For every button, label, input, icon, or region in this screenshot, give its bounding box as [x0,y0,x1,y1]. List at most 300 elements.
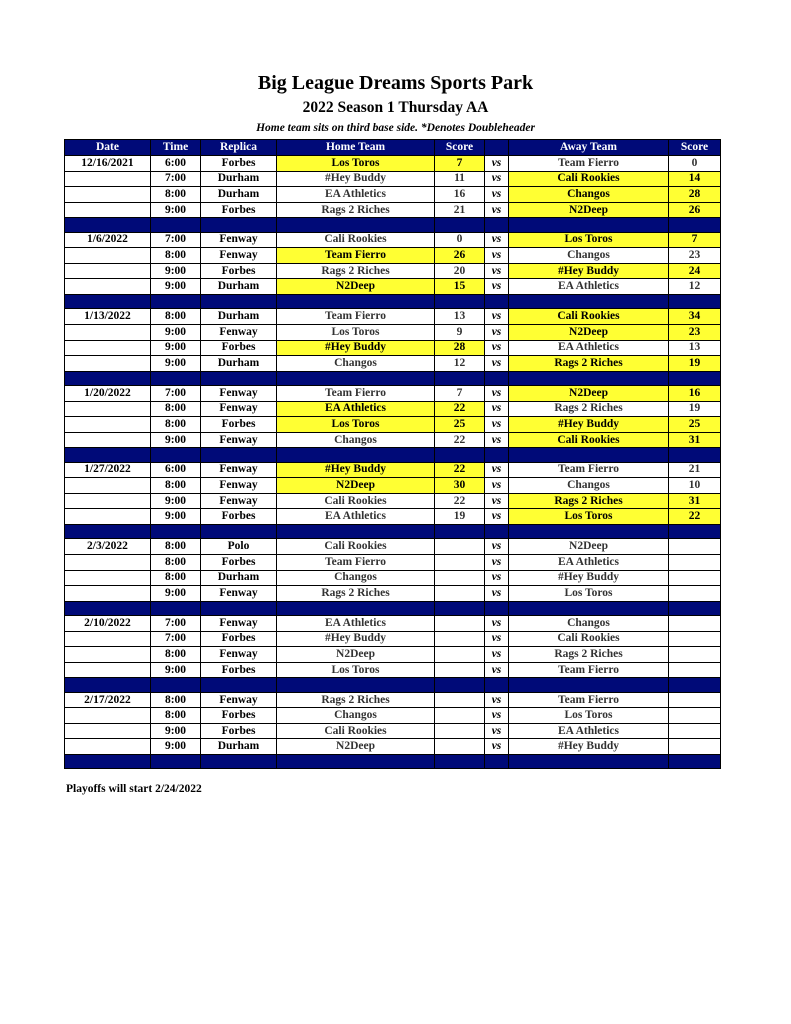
time-cell: 9:00 [151,739,201,755]
away-team-cell: Cali Rookies [509,631,669,647]
home-team-cell: EA Athletics [277,187,435,203]
separator-cell [485,448,509,462]
away-score-cell [669,570,721,586]
replica-cell: Fenway [201,462,277,478]
table-row [65,417,721,433]
away-team-cell: #Hey Buddy [509,417,669,433]
date-cell: 1/6/2022 [65,232,151,248]
date-cell [65,432,151,448]
table-row [65,171,721,187]
separator-cell [277,295,435,309]
time-cell: 9:00 [151,586,201,602]
home-score-cell [435,570,485,586]
col-header-home-score: Score [435,140,485,156]
vs-cell: vs [485,263,509,279]
home-score-cell: 22 [435,432,485,448]
date-cell: 2/17/2022 [65,692,151,708]
replica-cell: Durham [201,570,277,586]
away-team-cell: EA Athletics [509,723,669,739]
home-score-cell [435,662,485,678]
replica-cell: Fenway [201,478,277,494]
date-cell [65,279,151,295]
date-cell [65,171,151,187]
home-score-cell: 30 [435,478,485,494]
away-team-cell: Rags 2 Riches [509,647,669,663]
home-team-cell: Changos [277,570,435,586]
time-cell: 7:00 [151,171,201,187]
replica-cell: Forbes [201,708,277,724]
away-team-cell: EA Athletics [509,279,669,295]
away-score-cell: 23 [669,248,721,264]
home-team-cell: N2Deep [277,478,435,494]
separator-cell [201,218,277,232]
replica-cell: Polo [201,539,277,555]
home-team-cell: Team Fierro [277,248,435,264]
date-cell [65,417,151,433]
separator-cell [65,525,151,539]
separator-cell [65,755,151,769]
away-score-cell [669,708,721,724]
separator-cell [509,525,669,539]
away-score-cell [669,739,721,755]
vs-cell: vs [485,570,509,586]
replica-cell: Forbes [201,340,277,356]
away-team-cell: Changos [509,187,669,203]
table-row [65,631,721,647]
vs-cell: vs [485,202,509,218]
vs-cell: vs [485,509,509,525]
table-row [65,202,721,218]
home-team-cell: Changos [277,432,435,448]
separator-cell [435,601,485,615]
table-row [65,263,721,279]
time-cell: 8:00 [151,248,201,264]
col-header-vs [485,140,509,156]
replica-cell: Fenway [201,248,277,264]
away-team-cell: Los Toros [509,586,669,602]
separator-cell [435,218,485,232]
home-team-cell: Team Fierro [277,386,435,402]
time-cell: 9:00 [151,356,201,372]
home-team-cell: EA Athletics [277,401,435,417]
vs-cell: vs [485,171,509,187]
time-cell: 7:00 [151,232,201,248]
table-row [65,309,721,325]
table-row [65,708,721,724]
vs-cell: vs [485,386,509,402]
home-team-cell: #Hey Buddy [277,171,435,187]
replica-cell: Forbes [201,723,277,739]
separator-cell [669,755,721,769]
away-team-cell: Rags 2 Riches [509,356,669,372]
date-cell [65,586,151,602]
away-score-cell: 34 [669,309,721,325]
week-separator [65,295,721,309]
separator-cell [277,371,435,385]
time-cell: 9:00 [151,263,201,279]
vs-cell: vs [485,539,509,555]
week-separator [65,601,721,615]
home-score-cell: 15 [435,279,485,295]
vs-cell: vs [485,708,509,724]
separator-cell [485,371,509,385]
separator-cell [485,525,509,539]
time-cell: 7:00 [151,616,201,632]
week-separator [65,678,721,692]
separator-cell [151,448,201,462]
table-row [65,401,721,417]
away-team-cell: Changos [509,616,669,632]
separator-cell [509,448,669,462]
table-row [65,156,721,172]
date-cell [65,493,151,509]
col-header-time: Time [151,140,201,156]
away-score-cell: 12 [669,279,721,295]
time-cell: 9:00 [151,279,201,295]
time-cell: 8:00 [151,647,201,663]
separator-cell [201,601,277,615]
away-score-cell [669,662,721,678]
separator-cell [151,218,201,232]
replica-cell: Durham [201,739,277,755]
home-score-cell [435,631,485,647]
away-score-cell [669,647,721,663]
vs-cell: vs [485,616,509,632]
separator-cell [669,678,721,692]
away-team-cell: #Hey Buddy [509,263,669,279]
home-score-cell [435,692,485,708]
vs-cell: vs [485,739,509,755]
separator-cell [277,755,435,769]
away-score-cell: 22 [669,509,721,525]
separator-cell [485,601,509,615]
replica-cell: Durham [201,309,277,325]
separator-cell [151,601,201,615]
separator-cell [201,371,277,385]
replica-cell: Fenway [201,586,277,602]
away-score-cell: 10 [669,478,721,494]
vs-cell: vs [485,340,509,356]
vs-cell: vs [485,156,509,172]
home-score-cell [435,554,485,570]
away-team-cell: Cali Rookies [509,432,669,448]
home-team-cell: Los Toros [277,156,435,172]
time-cell: 8:00 [151,539,201,555]
date-cell [65,723,151,739]
replica-cell: Fenway [201,692,277,708]
table-row [65,478,721,494]
date-cell [65,187,151,203]
away-score-cell [669,586,721,602]
away-score-cell: 23 [669,324,721,340]
replica-cell: Forbes [201,417,277,433]
replica-cell: Durham [201,279,277,295]
date-cell: 2/10/2022 [65,616,151,632]
replica-cell: Fenway [201,232,277,248]
home-score-cell [435,708,485,724]
replica-cell: Forbes [201,662,277,678]
week-separator [65,525,721,539]
table-row [65,324,721,340]
away-score-cell [669,723,721,739]
date-cell [65,570,151,586]
vs-cell: vs [485,417,509,433]
date-cell [65,263,151,279]
table-row [65,462,721,478]
date-cell [65,662,151,678]
col-header-replica: Replica [201,140,277,156]
table-row [65,723,721,739]
vs-cell: vs [485,309,509,325]
separator-cell [435,295,485,309]
separator-cell [277,448,435,462]
away-score-cell: 13 [669,340,721,356]
away-team-cell: Cali Rookies [509,309,669,325]
home-team-cell: Changos [277,356,435,372]
home-score-cell: 0 [435,232,485,248]
replica-cell: Forbes [201,631,277,647]
away-score-cell: 7 [669,232,721,248]
separator-cell [509,755,669,769]
separator-cell [65,601,151,615]
vs-cell: vs [485,692,509,708]
vs-cell: vs [485,401,509,417]
home-score-cell [435,647,485,663]
away-team-cell: Los Toros [509,232,669,248]
away-score-cell [669,616,721,632]
home-team-cell: Rags 2 Riches [277,586,435,602]
separator-cell [485,678,509,692]
vs-cell: vs [485,324,509,340]
home-score-cell [435,539,485,555]
table-row [65,554,721,570]
away-team-cell: Changos [509,478,669,494]
home-score-cell: 22 [435,493,485,509]
replica-cell: Fenway [201,647,277,663]
week-separator [65,371,721,385]
time-cell: 9:00 [151,493,201,509]
away-team-cell: Los Toros [509,509,669,525]
replica-cell: Forbes [201,509,277,525]
date-cell [65,647,151,663]
separator-cell [669,525,721,539]
home-team-cell: Cali Rookies [277,539,435,555]
home-team-cell: Changos [277,708,435,724]
time-cell: 9:00 [151,509,201,525]
time-cell: 6:00 [151,156,201,172]
time-cell: 8:00 [151,692,201,708]
date-cell: 12/16/2021 [65,156,151,172]
replica-cell: Forbes [201,554,277,570]
home-score-cell [435,739,485,755]
time-cell: 9:00 [151,202,201,218]
separator-cell [201,295,277,309]
replica-cell: Fenway [201,616,277,632]
home-score-cell [435,723,485,739]
col-header-away-score: Score [669,140,721,156]
separator-cell [65,218,151,232]
home-team-cell: N2Deep [277,279,435,295]
home-team-cell: Cali Rookies [277,723,435,739]
separator-cell [201,755,277,769]
vs-cell: vs [485,631,509,647]
away-team-cell: Changos [509,248,669,264]
separator-cell [277,218,435,232]
away-team-cell: #Hey Buddy [509,570,669,586]
home-score-cell: 22 [435,401,485,417]
home-team-cell: Team Fierro [277,554,435,570]
replica-cell: Durham [201,171,277,187]
away-team-cell: Los Toros [509,708,669,724]
separator-cell [435,371,485,385]
away-team-cell: EA Athletics [509,554,669,570]
vs-cell: vs [485,248,509,264]
date-cell [65,324,151,340]
away-team-cell: EA Athletics [509,340,669,356]
home-team-cell: Los Toros [277,662,435,678]
separator-cell [65,678,151,692]
away-score-cell: 16 [669,386,721,402]
home-score-cell: 25 [435,417,485,433]
page-subtitle: 2022 Season 1 Thursday AA [302,99,489,116]
replica-cell: Forbes [201,263,277,279]
separator-cell [435,755,485,769]
separator-cell [509,678,669,692]
home-team-cell: Rags 2 Riches [277,263,435,279]
schedule-note: Home team sits on third base side. *Denotes Doubleheader [256,122,535,134]
vs-cell: vs [485,432,509,448]
away-team-cell: N2Deep [509,386,669,402]
home-team-cell: #Hey Buddy [277,631,435,647]
schedule-table [64,139,721,769]
table-row [65,340,721,356]
time-cell: 9:00 [151,723,201,739]
separator-cell [65,295,151,309]
table-row [65,187,721,203]
home-score-cell: 26 [435,248,485,264]
table-header-row [65,140,721,156]
separator-cell [509,371,669,385]
away-score-cell: 25 [669,417,721,433]
away-score-cell: 19 [669,356,721,372]
table-row [65,692,721,708]
home-score-cell: 13 [435,309,485,325]
replica-cell: Durham [201,187,277,203]
away-score-cell [669,539,721,555]
home-team-cell: Rags 2 Riches [277,692,435,708]
away-score-cell: 31 [669,493,721,509]
time-cell: 9:00 [151,432,201,448]
time-cell: 8:00 [151,417,201,433]
separator-cell [669,448,721,462]
separator-cell [151,371,201,385]
home-score-cell [435,616,485,632]
time-cell: 9:00 [151,340,201,356]
table-row [65,356,721,372]
time-cell: 8:00 [151,570,201,586]
date-cell [65,509,151,525]
home-score-cell: 7 [435,156,485,172]
away-score-cell: 26 [669,202,721,218]
separator-cell [277,601,435,615]
home-score-cell: 9 [435,324,485,340]
separator-cell [65,448,151,462]
home-score-cell: 28 [435,340,485,356]
separator-cell [151,525,201,539]
time-cell: 8:00 [151,554,201,570]
home-team-cell: Rags 2 Riches [277,202,435,218]
replica-cell: Forbes [201,202,277,218]
home-team-cell: Cali Rookies [277,232,435,248]
time-cell: 7:00 [151,386,201,402]
vs-cell: vs [485,647,509,663]
date-cell [65,340,151,356]
date-cell: 1/27/2022 [65,462,151,478]
away-team-cell: Team Fierro [509,662,669,678]
away-team-cell: Rags 2 Riches [509,493,669,509]
away-score-cell: 24 [669,263,721,279]
vs-cell: vs [485,187,509,203]
vs-cell: vs [485,279,509,295]
table-row [65,493,721,509]
separator-cell [277,525,435,539]
time-cell: 8:00 [151,401,201,417]
separator-cell [151,678,201,692]
home-score-cell: 12 [435,356,485,372]
home-score-cell: 22 [435,462,485,478]
date-cell: 2/3/2022 [65,539,151,555]
replica-cell: Fenway [201,432,277,448]
home-team-cell: Team Fierro [277,309,435,325]
separator-cell [201,525,277,539]
table-row [65,279,721,295]
home-team-cell: N2Deep [277,739,435,755]
separator-cell [485,295,509,309]
separator-cell [485,218,509,232]
col-header-date: Date [65,140,151,156]
separator-cell [435,525,485,539]
replica-cell: Durham [201,356,277,372]
table-row [65,386,721,402]
date-cell [65,202,151,218]
replica-cell: Fenway [201,324,277,340]
vs-cell: vs [485,493,509,509]
table-row [65,570,721,586]
home-team-cell: Cali Rookies [277,493,435,509]
separator-cell [435,678,485,692]
time-cell: 7:00 [151,631,201,647]
separator-cell [151,295,201,309]
page-title: Big League Dreams Sports Park [257,72,534,94]
separator-cell [509,601,669,615]
col-header-home-team: Home Team [277,140,435,156]
home-score-cell: 19 [435,509,485,525]
separator-cell [485,755,509,769]
separator-cell [669,295,721,309]
table-row [65,647,721,663]
home-team-cell: #Hey Buddy [277,340,435,356]
date-cell: 1/13/2022 [65,309,151,325]
separator-cell [65,371,151,385]
home-team-cell: EA Athletics [277,509,435,525]
table-row [65,616,721,632]
away-team-cell: Team Fierro [509,692,669,708]
away-score-cell: 0 [669,156,721,172]
separator-cell [201,678,277,692]
home-team-cell: Los Toros [277,324,435,340]
time-cell: 9:00 [151,324,201,340]
away-score-cell: 19 [669,401,721,417]
